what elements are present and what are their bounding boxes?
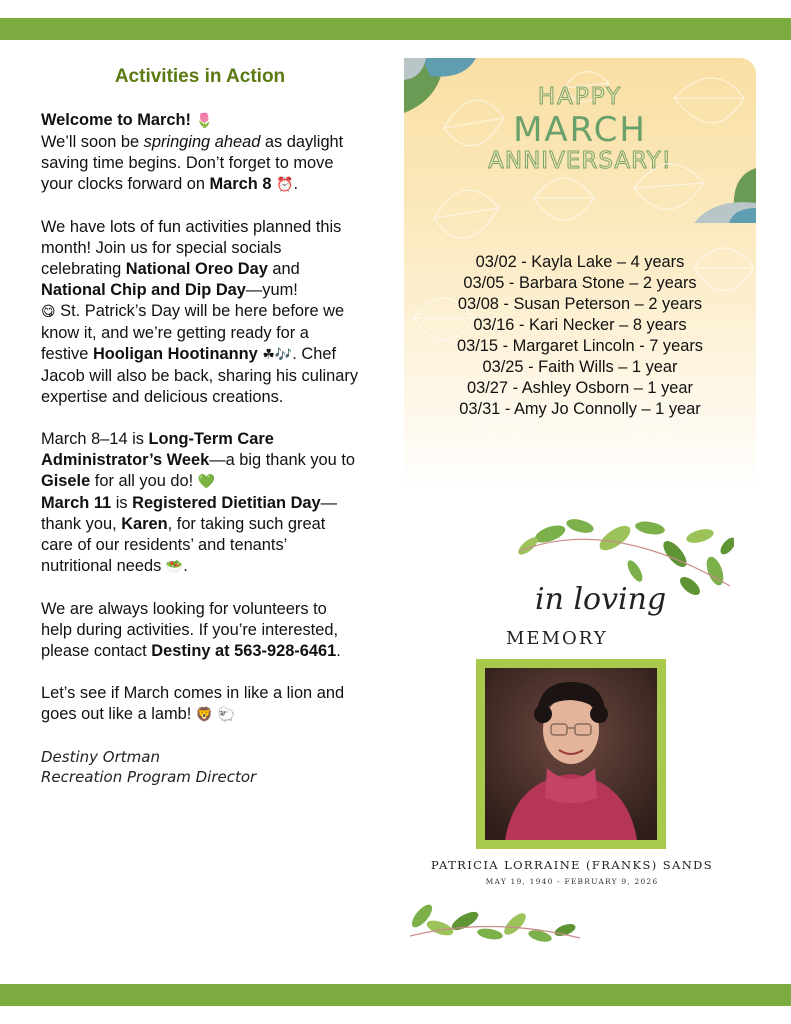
salad-icon: 🥗	[165, 559, 184, 575]
contact-info: Destiny at 563-928-6461	[151, 642, 337, 660]
green-heart-icon: 💚	[197, 474, 216, 490]
anniversary-entry: 03/27 - Ashley Osborn – 1 year	[467, 379, 693, 397]
springing-ahead-text: springing ahead	[143, 133, 261, 151]
tulip-icon: 🌷	[195, 113, 213, 129]
in-loving-script: in loving	[535, 582, 667, 617]
anniversary-entry: 03/31 - Amy Jo Connolly – 1 year	[459, 400, 701, 418]
oreo-day-text: National Oreo Day	[125, 260, 268, 278]
anniversary-panel	[404, 58, 756, 490]
signature	[41, 747, 359, 787]
anniversary-entry: 03/16 - Kari Necker – 8 years	[473, 316, 687, 334]
activities-column	[41, 66, 359, 787]
anniversary-entry: 03/25 - Faith Wills – 1 year	[482, 358, 678, 376]
signature-name: Destiny Ortman	[41, 748, 160, 766]
gisele-name: Gisele	[41, 472, 91, 490]
bottom-foliage-decoration	[410, 896, 590, 946]
activities-paragraph: We have lots of fun activities planned this month! Join us for special socials celebrating National Oreo Day and National Chip and Dip Day—yum! 😋 St. Patrick’s Day will be here before we know it, and we’re getting ready for a festive Hooligan Hootinanny ☘🎶. Chef Jacob will also be back, sharing his culinary expertise and delicious creations.	[41, 218, 359, 406]
shamrock-music-icon: ☘🎶	[262, 347, 293, 363]
lion-lamb-icon: 🦁 🐑	[195, 707, 236, 723]
portrait-photo	[485, 668, 657, 840]
march-heading: MARCH	[513, 110, 647, 150]
lion-lamb-paragraph: Let’s see if March comes in like a lion and goes out like a lamb! 🦁 🐑	[41, 684, 345, 723]
anniversary-entry: 03/05 - Barbara Stone – 2 years	[463, 274, 697, 292]
memorial-name: PATRICIA LORRAINE (FRANKS) SANDS	[430, 858, 714, 872]
volunteer-paragraph: We are always looking for volunteers to help during activities. If you’re interested, please contact Destiny at 563-928-6461.	[41, 600, 341, 660]
march-8-date: March 8	[209, 175, 272, 193]
activities-title: Activities in Action	[114, 66, 286, 87]
portrait-illustration	[485, 668, 657, 840]
yum-face-icon: 😋	[41, 304, 56, 320]
recognition-paragraph: March 8–14 is Long-Term Care Administrator’s Week—a big thank you to Gisele for all you do! 💚 March 11 is Registered Dietitian Day—thank you, Karen, for taking such great care of our residents’ and tenants’ nutritional needs 🥗.	[41, 430, 356, 575]
signature-role: Recreation Program Director	[41, 768, 257, 786]
anniversary-heading: ANNIVERSARY!	[488, 148, 672, 174]
ltc-week-text: Long-Term Care Administrator’s Week	[41, 430, 274, 469]
hooligan-hootinanny-text: Hooligan Hootinanny	[92, 345, 258, 363]
memorial-card	[410, 516, 734, 946]
welcome-paragraph: Welcome to March! 🌷 We’ll soon be springing ahead as daylight saving time begins. Don’t forget to move your clocks forward on March 8 ⏰.	[41, 111, 344, 193]
alarm-clock-icon: ⏰	[276, 177, 294, 193]
karen-name: Karen	[121, 515, 168, 533]
happy-heading: HAPPY	[537, 84, 623, 110]
anniversary-entry: 03/02 - Kayla Lake – 4 years	[475, 253, 685, 271]
anniversary-list	[404, 252, 756, 420]
dietitian-day-text: Registered Dietitian Day	[132, 494, 321, 512]
march-11-date: March 11	[41, 494, 112, 512]
portrait-frame	[476, 659, 666, 849]
anniversary-entry: 03/08 - Susan Peterson – 2 years	[457, 295, 703, 313]
memory-heading: MEMORY	[506, 628, 608, 649]
top-accent-bar	[0, 18, 791, 40]
chip-dip-day-text: National Chip and Dip Day	[41, 281, 246, 299]
welcome-heading: Welcome to March!	[41, 111, 191, 129]
bottom-accent-bar	[0, 984, 791, 1006]
anniversary-entry: 03/15 - Margaret Lincoln - 7 years	[457, 337, 703, 355]
memorial-dates: MAY 19, 1940 - FEBRUARY 9, 2026	[485, 877, 659, 886]
